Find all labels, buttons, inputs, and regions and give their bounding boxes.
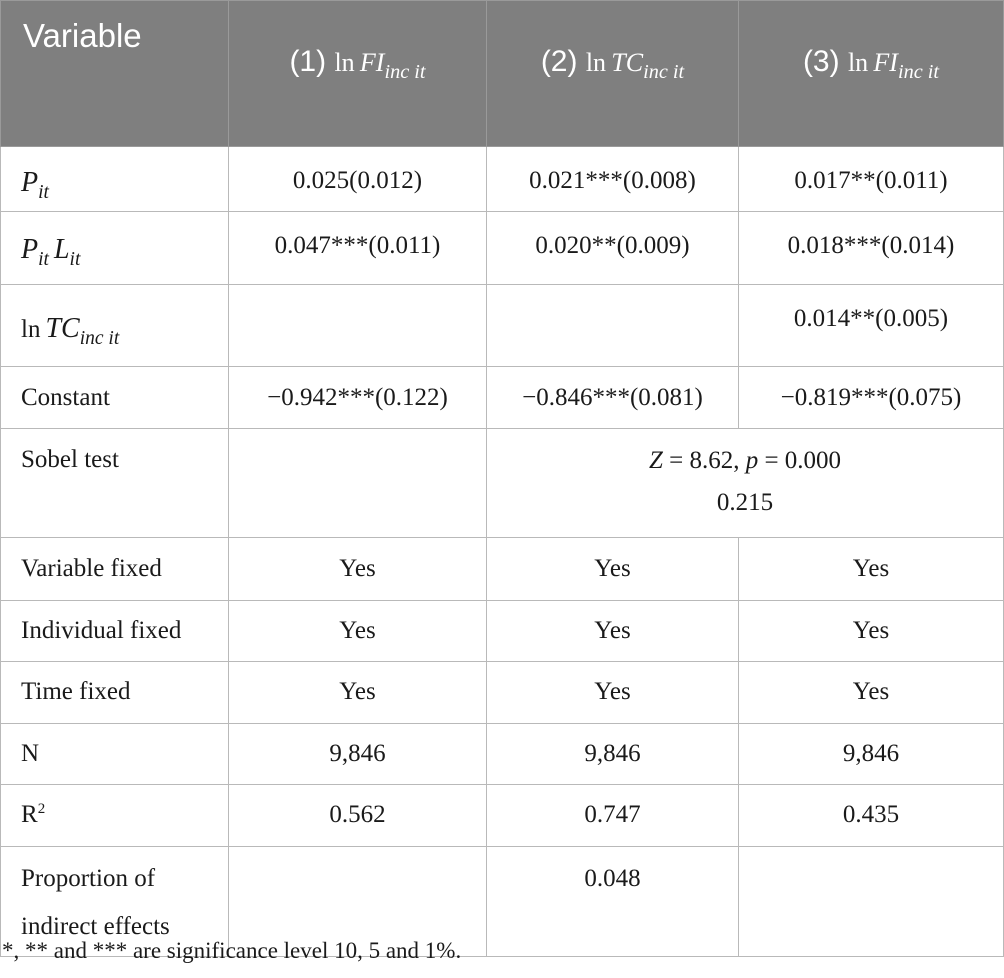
cell: 9,846 (229, 724, 487, 785)
cell: −0.819***(0.075) (739, 367, 1004, 429)
header-col-2-sub: inc it (643, 61, 685, 84)
math-var-tc: TC (45, 313, 80, 344)
cell: 0.018***(0.014) (739, 212, 1004, 285)
sobel-z-var: Z (648, 447, 663, 474)
cell: 0.020**(0.009) (487, 212, 739, 285)
row-n (1, 724, 1004, 785)
header-col-2-num: (2) (540, 45, 578, 78)
row-pl-it (1, 212, 1004, 285)
header-col-2 (487, 1, 739, 147)
math-ln: ln (21, 316, 41, 343)
sobel-value: 0.215 (716, 489, 774, 516)
r2-sup: 2 (37, 801, 46, 817)
proportion-label-line1: Proportion of (21, 865, 156, 892)
row-sobel (1, 429, 1004, 538)
header-col-1 (229, 1, 487, 147)
cell: Yes (229, 601, 487, 662)
math-var-p: P (21, 167, 39, 198)
row-label: Individual fixed (1, 601, 229, 662)
proportion-label-line2: indirect effects (21, 913, 170, 940)
cell: Yes (229, 538, 487, 601)
cell: 0.025(0.012) (229, 147, 487, 212)
sobel-result (487, 429, 1004, 538)
header-col-1-var: FI (359, 48, 385, 77)
header-row (1, 1, 1004, 147)
cell: 0.017**(0.011) (739, 147, 1004, 212)
r2-label: R (21, 801, 38, 828)
header-col-3-sub: inc it (897, 61, 940, 84)
row-r2 (1, 785, 1004, 847)
cell: −0.846***(0.081) (487, 367, 739, 429)
cell (229, 285, 487, 367)
cell: 0.562 (229, 785, 487, 847)
math-sub-incit: inc it (79, 327, 120, 349)
row-variable-fixed (1, 538, 1004, 601)
header-variable: Variable (1, 1, 229, 147)
math-sub-it: it (38, 181, 49, 203)
cell: 9,846 (487, 724, 739, 785)
row-label: Time fixed (1, 662, 229, 724)
header-col-2-ln: ln (585, 48, 607, 77)
row-label (1, 285, 229, 367)
row-label: N (1, 724, 229, 785)
math-var-p: P (21, 234, 39, 265)
cell: 0.021***(0.008) (487, 147, 739, 212)
row-label (1, 785, 229, 847)
header-col-2-var: TC (611, 48, 644, 77)
cell (487, 285, 739, 367)
cell: 0.048 (487, 847, 739, 957)
cell: −0.942***(0.122) (229, 367, 487, 429)
cell: Yes (487, 601, 739, 662)
cell: 9,846 (739, 724, 1004, 785)
header-col-1-ln: ln (334, 48, 355, 77)
header-col-3-var: FI (873, 48, 898, 77)
cell (229, 429, 487, 538)
row-label: Sobel test (1, 429, 229, 538)
cell: Yes (739, 662, 1004, 724)
table-footnote: *, ** and *** are significance level 10, 5 and 1%. (2, 938, 462, 963)
math-sub-it: it (38, 248, 49, 270)
row-constant (1, 367, 1004, 429)
row-label: Variable fixed (1, 538, 229, 601)
cell: Yes (229, 662, 487, 724)
math-sub-it: it (69, 248, 81, 270)
cell: 0.047***(0.011) (229, 212, 487, 285)
row-label (1, 147, 229, 212)
sobel-p-text: = 0.000 (758, 447, 842, 474)
header-col-3-ln: ln (847, 48, 869, 77)
row-p-it (1, 147, 1004, 212)
sobel-p-var: p (745, 447, 759, 474)
header-col-1-sub: inc it (384, 61, 426, 84)
row-label (1, 212, 229, 285)
sobel-z-text: = 8.62, (662, 447, 746, 474)
header-col-3-num: (3) (802, 45, 840, 78)
row-time-fixed (1, 662, 1004, 724)
row-individual-fixed (1, 601, 1004, 662)
cell: Yes (487, 662, 739, 724)
cell: Yes (739, 538, 1004, 601)
header-col-3 (739, 1, 1004, 147)
cell: 0.014**(0.005) (739, 285, 1004, 367)
math-var-l: L (53, 234, 70, 265)
cell: 0.435 (739, 785, 1004, 847)
cell: 0.747 (487, 785, 739, 847)
cell: Yes (487, 538, 739, 601)
row-label: Constant (1, 367, 229, 429)
header-col-1-num: (1) (289, 45, 327, 78)
cell (739, 847, 1004, 957)
cell: Yes (739, 601, 1004, 662)
row-ln-tc (1, 285, 1004, 367)
